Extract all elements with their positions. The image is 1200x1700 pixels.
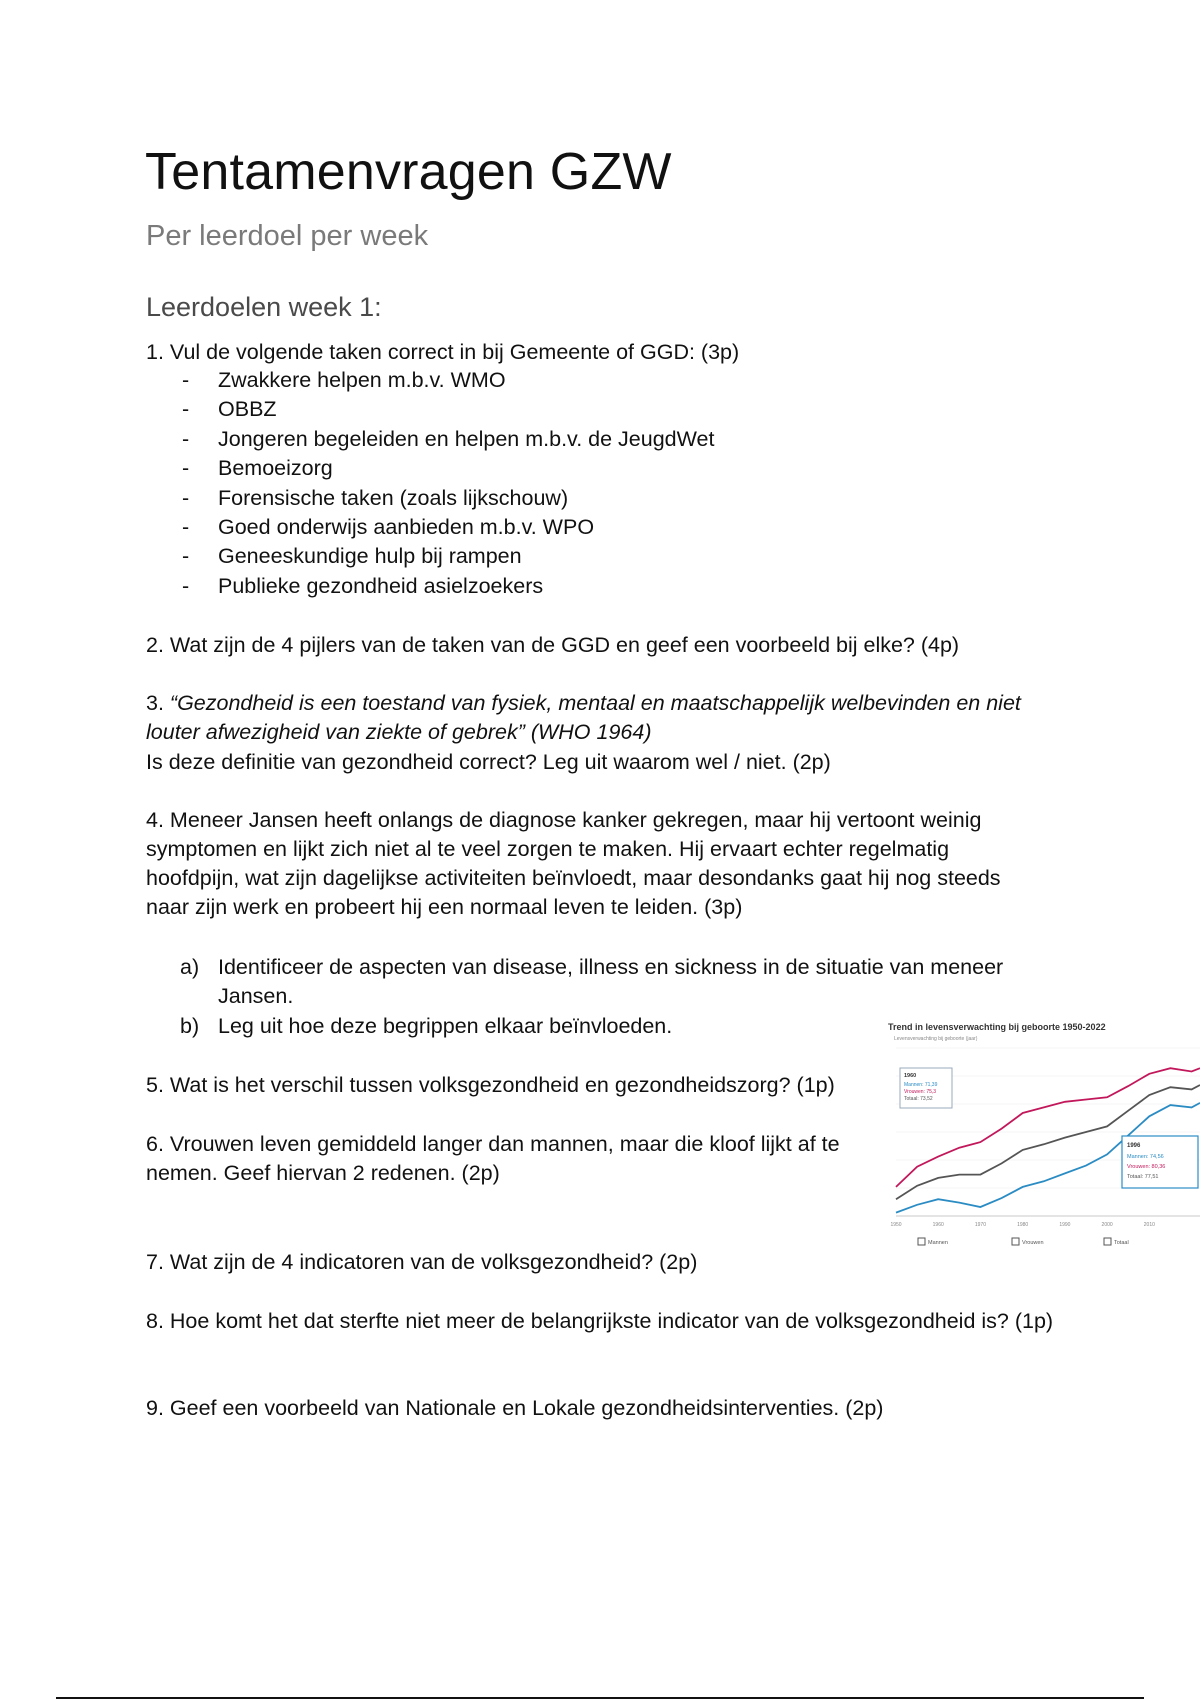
tooltip-year: 1996 <box>1127 1143 1141 1149</box>
chart-tooltip <box>1122 1136 1198 1188</box>
section-heading: Leerdoelen week 1: <box>146 292 382 322</box>
tooltip-line: Vrouwen: 80,36 <box>1127 1164 1166 1170</box>
question-4: 4. Meneer Jansen heeft onlangs de diagnose kanker gekregen, maar hij vertoont weinig symptomen en lijkt zich niet al te veel zorgen te maken. Hij ervaart echter regelmatig hoofdpijn, wat zijn dagelijkse activiteiten beïnvloedt, maar desondanks gaat hij nog steeds naar zijn werk en probeert hij een normaal leven te leiden. (3p) <box>146 808 1001 919</box>
tooltip-line: Totaal: 77,51 <box>1127 1174 1159 1180</box>
tooltip-line: Mannen: 74,56 <box>1127 1154 1164 1160</box>
x-tick-label: 1990 <box>1059 1222 1071 1228</box>
x-tick-label: 1950 <box>890 1222 902 1228</box>
chart-subtitle: Levensverwachting bij geboorte (jaar) <box>894 1036 978 1042</box>
life-expectancy-chart <box>882 1016 1200 1252</box>
document-subtitle: Per leerdoel per week <box>146 220 429 252</box>
question-3-prompt: Is deze definitie van gezondheid correct? Leg uit waarom wel / niet. (2p) <box>146 750 831 774</box>
legend-mannen: Mannen <box>928 1240 948 1246</box>
question-6: 6. Vrouwen leven gemiddeld langer dan mannen, maar die kloof lijkt af te nemen. Geef hiervan 2 redenen. (2p) <box>146 1132 840 1185</box>
question-4b: b) Leg uit hoe deze begrippen elkaar beïnvloeden. <box>180 1014 673 1038</box>
x-tick-label: 1970 <box>974 1222 987 1228</box>
tooltip-line: Mannen: 71,39 <box>904 1082 938 1088</box>
question-9: 9. Geef een voorbeeld van Nationale en Lokale gezondheidsinterventies. (2p) <box>146 1396 884 1420</box>
tooltip-line: Vrouwen: 75,3 <box>904 1089 937 1095</box>
question-1: 1. Vul de volgende taken correct in bij Gemeente of GGD: (3p) <box>146 340 740 364</box>
x-tick-label: 1980 <box>1017 1222 1029 1228</box>
x-tick-label: 2010 <box>1143 1222 1155 1228</box>
question-7: 7. Wat zijn de 4 indicatoren van de volksgezondheid? (2p) <box>146 1250 698 1274</box>
question-3 <box>146 689 1076 747</box>
question-3-number: 3. <box>146 691 170 715</box>
question-2: 2. Wat zijn de 4 pijlers van de taken van de GGD en geef een voorbeeld bij elke? (4p) <box>146 633 960 657</box>
legend-totaal: Totaal <box>1114 1240 1129 1246</box>
x-tick-label: 1960 <box>932 1222 944 1228</box>
document-page: Tentamenvragen GZW Per leerdoel per week Leerdoelen week 1: 1. Vul de volgende taken correct in bij Gemeente of GGD: (3p) - Zwakkere helpen m.b.v. WMO - OBBZ - Jongeren begeleiden en helpen m.b.v. de JeugdWet - Bemoeizorg - Forensische taken (zoals lijkschouw) - Goed onderwijs aanbieden m.b.v. WPO - Geneeskundige hulp bij rampen - Publieke gezondheid asielzoekers 2. Wat zijn de 4 pijlers van de taken van de GGD en geef een voorbeeld bij elke? (4p) 3. “Gezondheid is een toestand van fysiek, mentaal en maatschappelijk welbevinden en niet louter afwezigheid van ziekte of gebrek” (WHO 1964) Is deze definitie van gezondheid correct? Leg uit waarom wel / niet. (2p) 4. Meneer Jansen heeft onlangs de diagnose kanker gekregen, maar hij vertoont weinig symptomen en lijkt zich niet al te veel zorgen te maken. Hij ervaart echter regelmatig hoofdpijn, wat zijn dagelijkse activiteiten beïnvloedt, maar desondanks gaat hij nog steeds naar zijn werk en probeert hij een normaal leven te leiden. (3p) a) Identificeer de aspecten van disease, illness en sickness in de situatie van meneer Jansen. b) Leg uit hoe deze begrippen elkaar beïnvloeden. 5. Wat is het verschil tussen volksgezondheid en gezondheidszorg? (1p) 6. Vrouwen leven gemiddeld langer dan mannen, maar die kloof lijkt af te nemen. Geef hiervan 2 redenen. (2p) Trend in levensverwachting bij geboorte 1950-2022 Levensverwachting bij geboorte (jaar) 1950 1960 1970 1980 1990 2000 2010 1960 Mannen: 71,39 Vrouwen: 75,3 Totaal: 73,52 1996 Mannen: 74,56 Vrouwen: 80,36 Totaal: 77,51 Mannen Vrouwen Totaal 7. Wat zijn de 4 indicatoren van de volksgezondheid? (2p) 8. Hoe komt het dat sterfte niet meer de belangrijkste indicator van de volksgezondheid is? (1p) 9. Geef een voorbeeld van Nationale en Lokale gezondheidsinterventies. (2p) <box>0 0 1200 1700</box>
legend-vrouwen: Vrouwen <box>1022 1240 1044 1246</box>
question-5: 5. Wat is het verschil tussen volksgezondheid en gezondheidszorg? (1p) <box>146 1073 835 1097</box>
document-title: Tentamenvragen GZW <box>145 143 672 201</box>
page-bottom-rule <box>56 1697 1144 1699</box>
tooltip-line: Totaal: 73,52 <box>904 1096 933 1102</box>
question-8: 8. Hoe komt het dat sterfte niet meer de belangrijkste indicator van de volksgezondheid is? (1p) <box>146 1309 1054 1333</box>
tooltip-year: 1960 <box>904 1073 917 1079</box>
question-4a: a) Identificeer de aspecten van disease, illness en sickness in de situatie van meneer Jansen. <box>180 955 1004 1008</box>
chart-tooltip <box>900 1068 952 1108</box>
chart-legend <box>918 1238 1129 1246</box>
chart-title: Trend in levensverwachting bij geboorte 1950-2022 <box>888 1022 1106 1032</box>
who-definition-quote: “Gezondheid is een toestand van fysiek, mentaal en maatschappelijk welbevinden en niet louter afwezigheid van ziekte of gebrek” (WHO 1964) <box>146 691 1021 744</box>
x-tick-label: 2000 <box>1101 1222 1113 1228</box>
